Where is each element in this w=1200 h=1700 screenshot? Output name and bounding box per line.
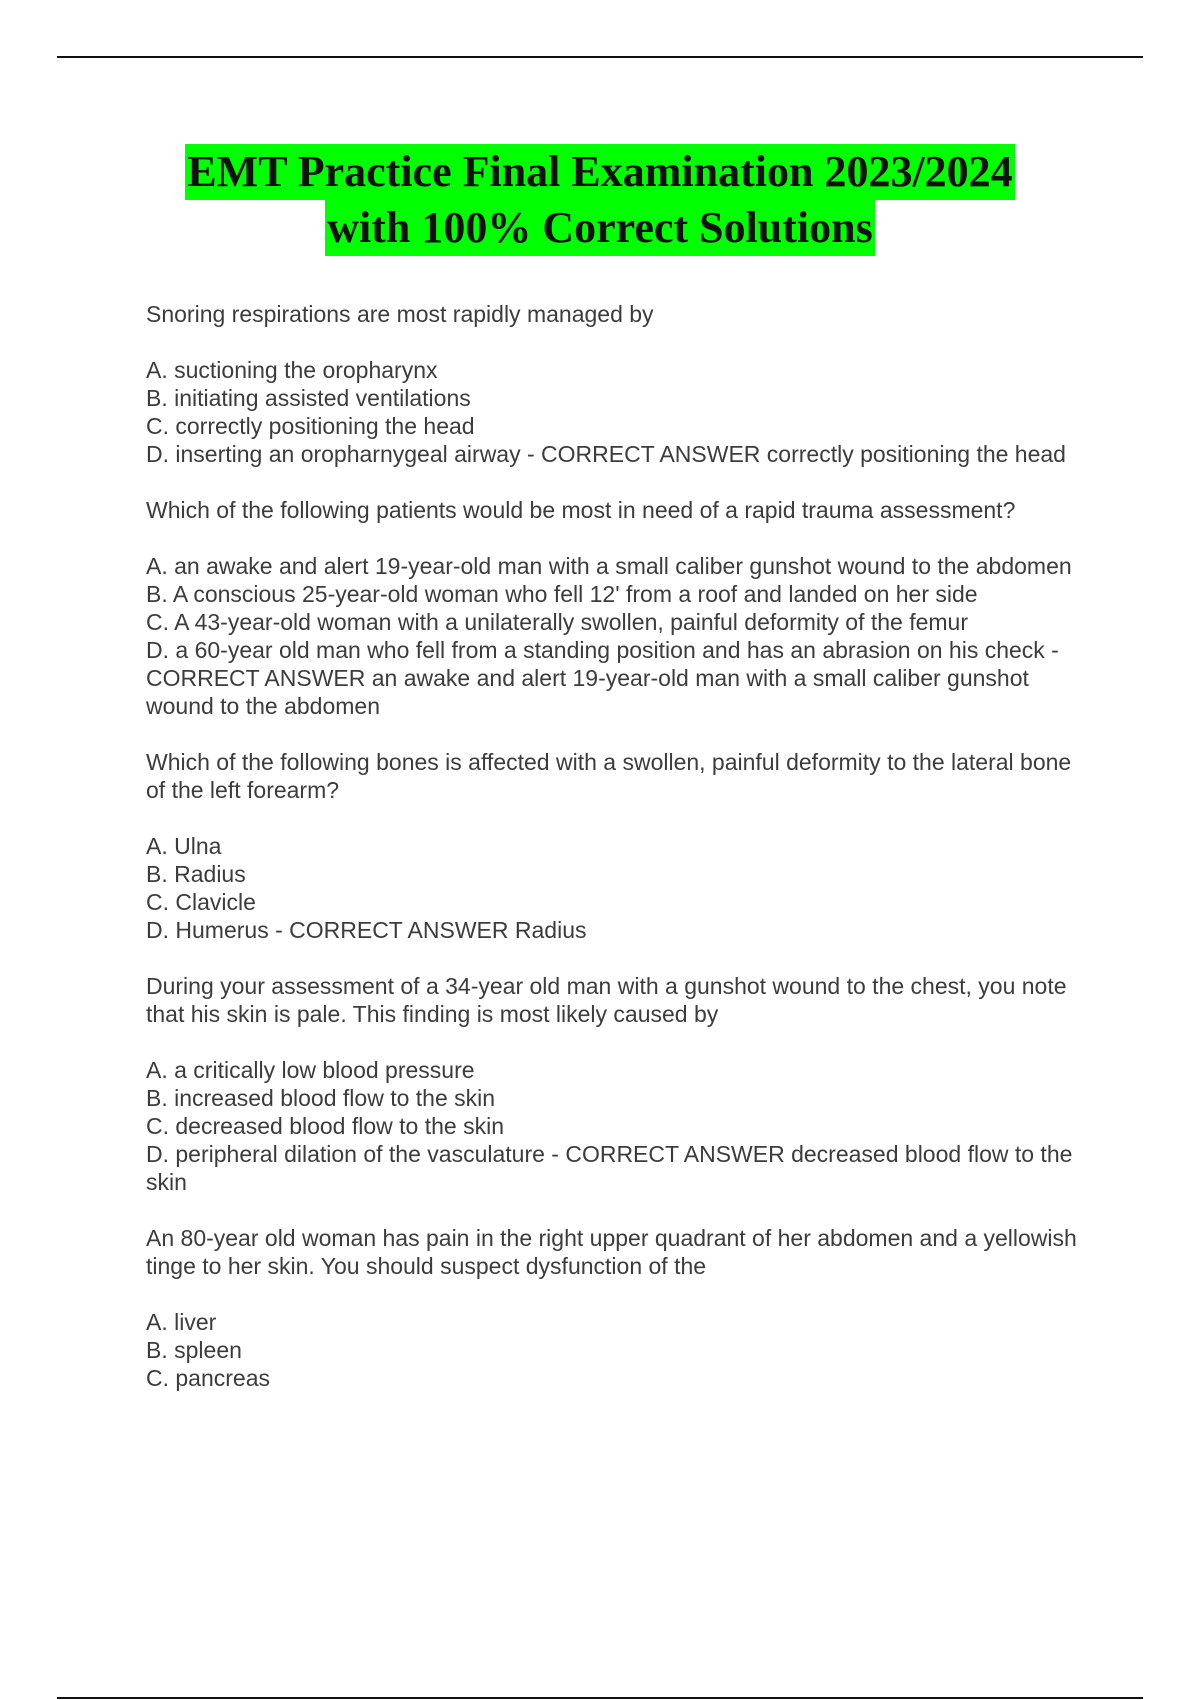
title-line-2: with 100% Correct Solutions bbox=[325, 200, 875, 256]
option-d-with-answer: D. a 60-year old man who fell from a standing position and has an abrasion on his check - CORRECT ANSWER an awake and alert 19-year-old man with a small caliber gunshot wound to the abdomen bbox=[146, 637, 1059, 719]
question-3 bbox=[146, 748, 1086, 944]
option-a: A. liver bbox=[146, 1309, 217, 1335]
top-rule bbox=[57, 56, 1143, 58]
option-d-with-answer: D. inserting an oropharnygeal airway - CORRECT ANSWER correctly positioning the head bbox=[146, 441, 1066, 467]
option-a: A. an awake and alert 19-year-old man with a small caliber gunshot wound to the abdomen bbox=[146, 553, 1072, 579]
option-a: A. a critically low blood pressure bbox=[146, 1057, 475, 1083]
question-stem: Which of the following bones is affected with a swollen, painful deformity to the lateral bone of the left forearm? bbox=[146, 749, 1072, 803]
option-b: B. initiating assisted ventilations bbox=[146, 385, 471, 411]
option-c: C. pancreas bbox=[146, 1365, 271, 1391]
option-c: C. decreased blood flow to the skin bbox=[146, 1113, 504, 1139]
question-stem: An 80-year old woman has pain in the right upper quadrant of her abdomen and a yellowish tinge to her skin. You should suspect dysfunction of the bbox=[146, 1225, 1077, 1279]
option-b: B. increased blood flow to the skin bbox=[146, 1085, 496, 1111]
option-b: B. Radius bbox=[146, 861, 246, 887]
question-4 bbox=[146, 972, 1086, 1196]
question-2 bbox=[146, 496, 1086, 720]
option-b: B. A conscious 25-year-old woman who fell 12' from a roof and landed on her side bbox=[146, 581, 978, 607]
question-list bbox=[146, 300, 1086, 1420]
bottom-rule bbox=[57, 1697, 1143, 1699]
question-stem: During your assessment of a 34-year old man with a gunshot wound to the chest, you note that his skin is pale. This finding is most likely caused by bbox=[146, 973, 1067, 1027]
question-stem: Snoring respirations are most rapidly managed by bbox=[146, 301, 654, 327]
option-a: A. suctioning the oropharynx bbox=[146, 357, 438, 383]
option-c: C. Clavicle bbox=[146, 889, 256, 915]
title-line-1: EMT Practice Final Examination 2023/2024 bbox=[185, 144, 1014, 200]
option-d-with-answer: D. Humerus - CORRECT ANSWER Radius bbox=[146, 917, 587, 943]
option-c: C. A 43-year-old woman with a unilaterally swollen, painful deformity of the femur bbox=[146, 609, 969, 635]
option-b: B. spleen bbox=[146, 1337, 242, 1363]
question-5 bbox=[146, 1224, 1086, 1392]
option-a: A. Ulna bbox=[146, 833, 222, 859]
question-stem: Which of the following patients would be most in need of a rapid trauma assessment? bbox=[146, 497, 1016, 523]
option-d-with-answer: D. peripheral dilation of the vasculature - CORRECT ANSWER decreased blood flow to the skin bbox=[146, 1141, 1073, 1195]
option-c: C. correctly positioning the head bbox=[146, 413, 475, 439]
question-1 bbox=[146, 300, 1086, 468]
document-title bbox=[60, 144, 1140, 256]
